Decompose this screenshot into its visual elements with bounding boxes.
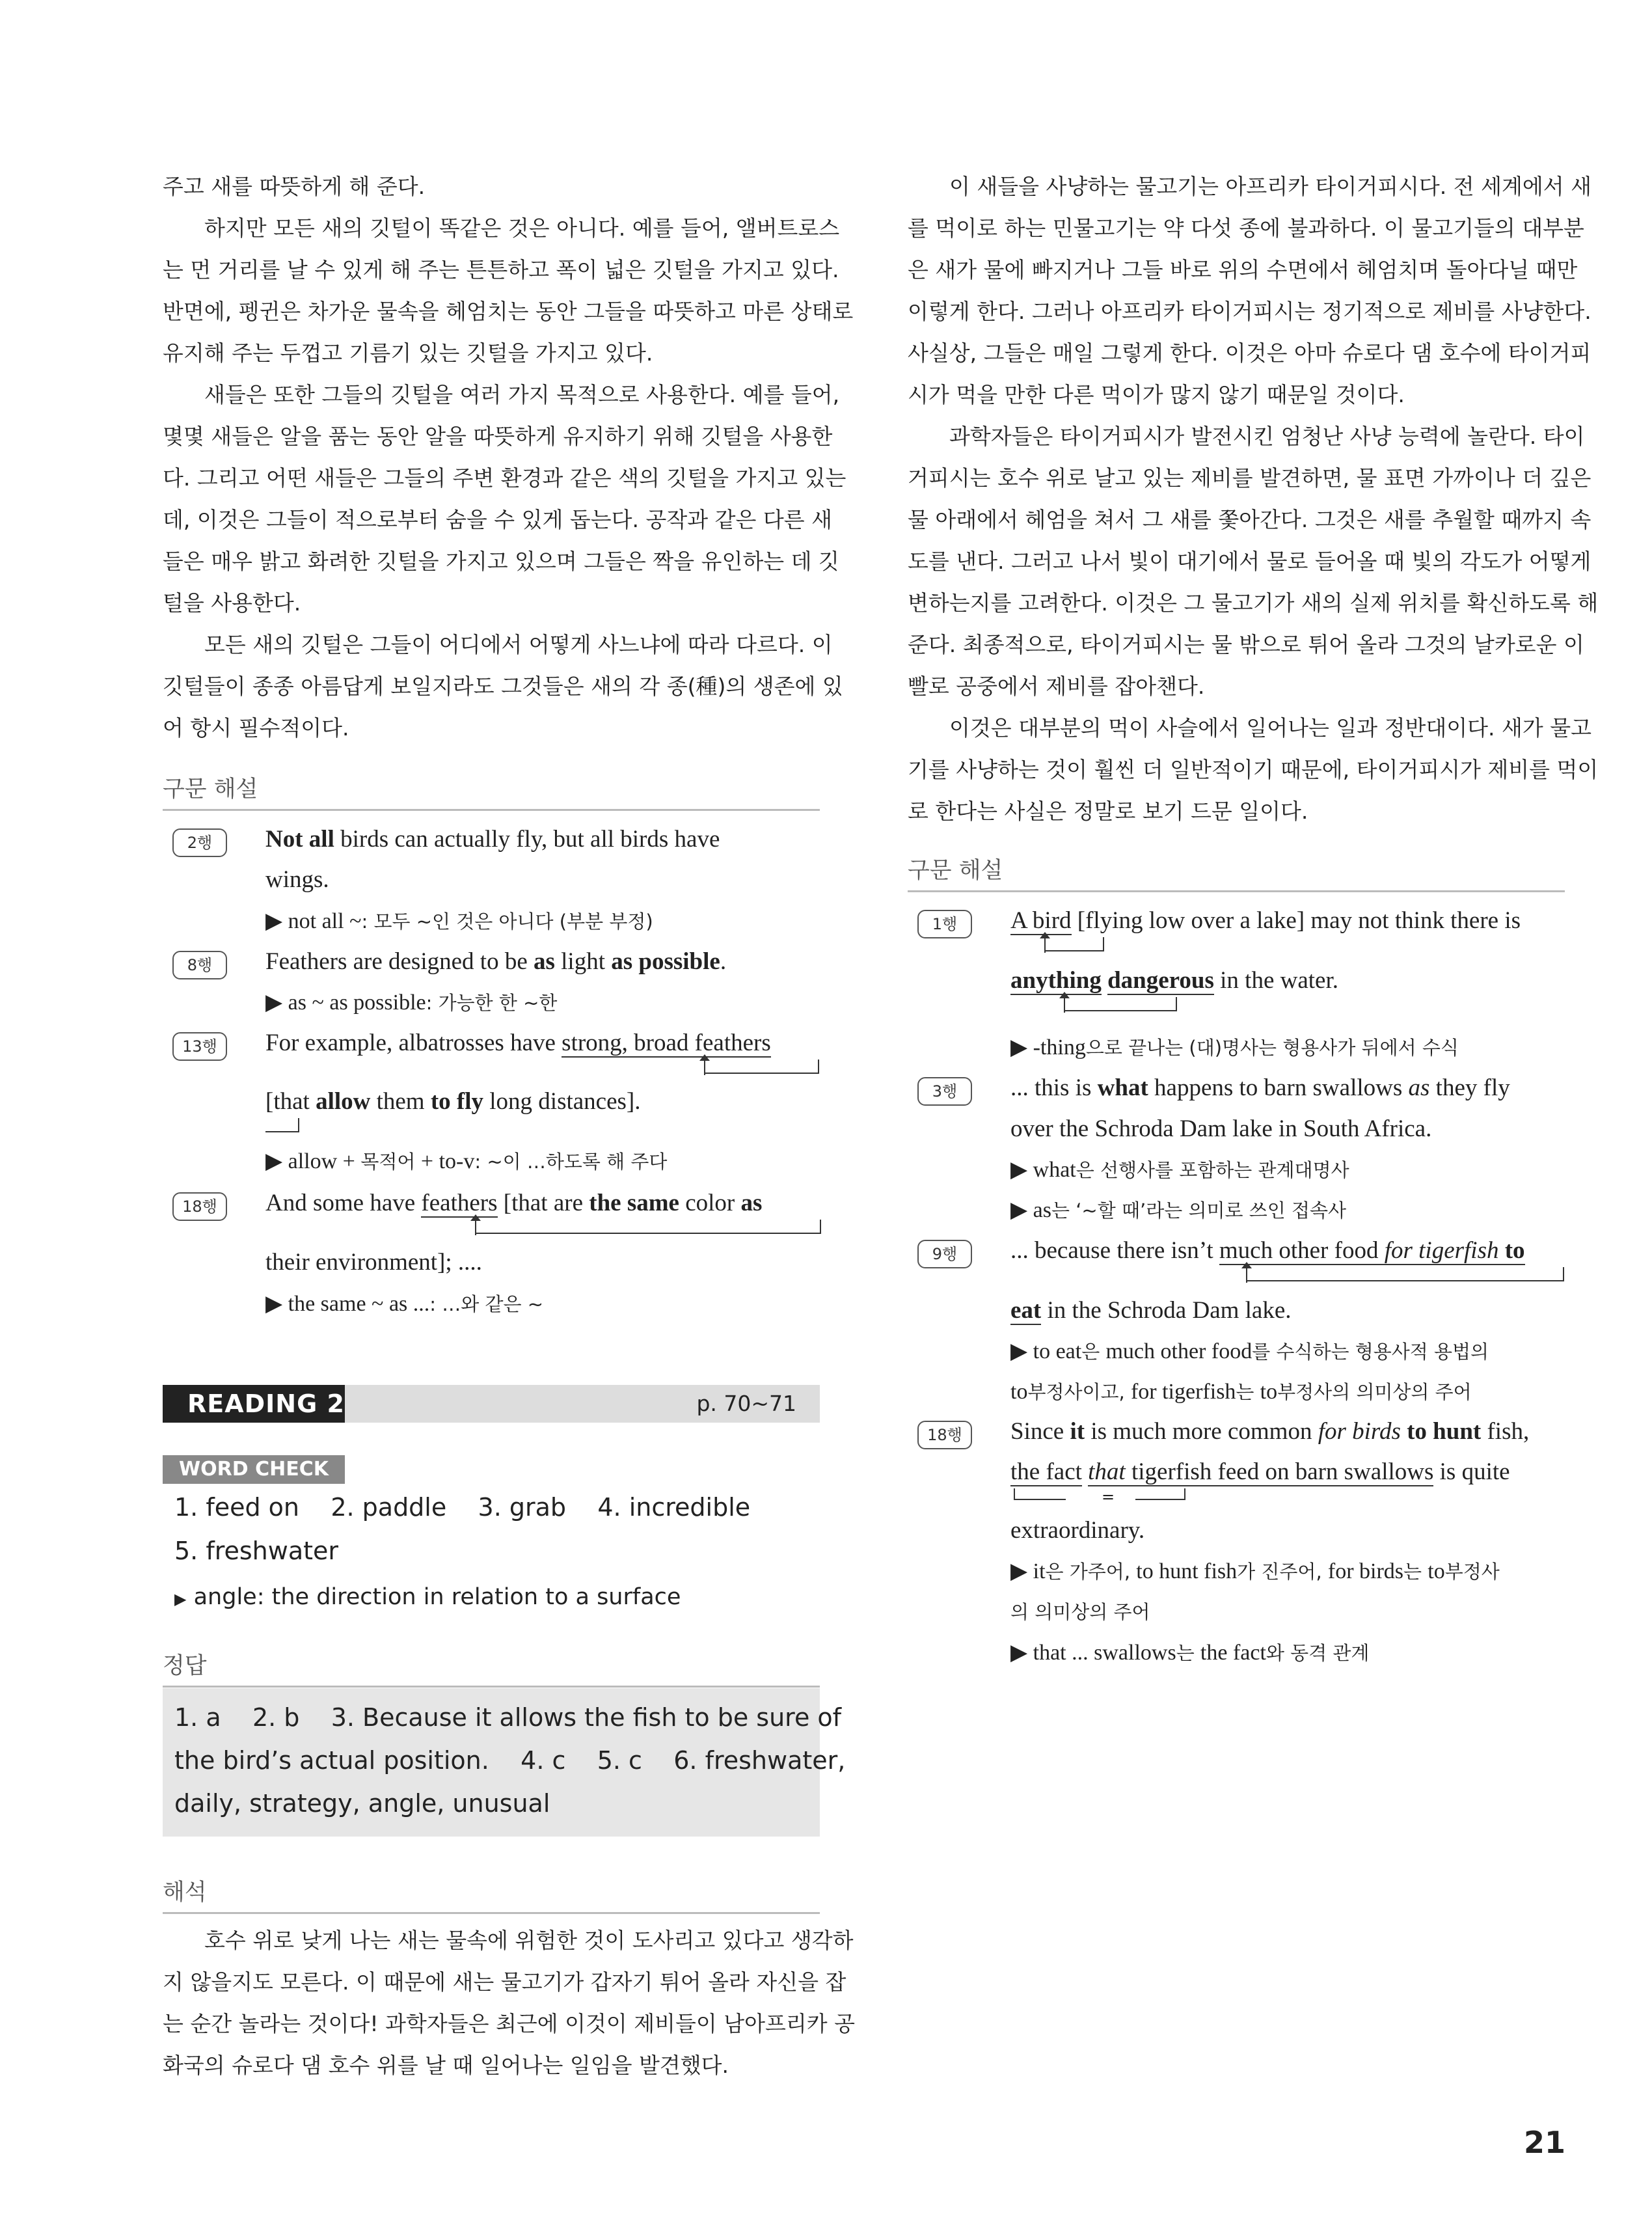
- grammar-note: ▶ as ~ as possible: 가능한 한 ~한: [265, 991, 558, 1015]
- grammar-note: 의 의미상의 주어: [1010, 1601, 1150, 1623]
- arrow-icon: [1044, 937, 1046, 953]
- reading-section-bar: [163, 1385, 820, 1423]
- text-line: 호수 위로 낮게 나는 새는 물속에 위험한 것이 도사리고 있다고 생각하: [204, 1928, 854, 1953]
- arrow-icon: [704, 1060, 705, 1075]
- text-line: 이 새들을 사냥하는 물고기는 아프리카 타이거피시다. 전 세계에서 새: [949, 174, 1591, 199]
- text-line: 이렇게 한다. 그러나 아프리카 타이거피시는 정기적으로 제비를 사냥한다.: [908, 299, 1591, 324]
- text-line: 반면에, 펭귄은 차가운 물속을 헤엄치는 동안 그들을 따뜻하고 마른 상태로: [163, 299, 854, 324]
- line-tag: 1행: [917, 910, 972, 938]
- grammar-note: ▶ what은 선행사를 포함하는 관계대명사: [1010, 1158, 1349, 1182]
- reading-label: READING 2: [163, 1385, 345, 1423]
- example-sentence: their environment]; ....: [265, 1249, 482, 1276]
- modifier-bracket: [704, 1060, 819, 1074]
- text-line: 기를 사냥하는 것이 훨씬 더 일반적이기 때문에, 타이거피시가 제비를 먹이: [908, 757, 1599, 782]
- example-sentence: Not all birds can actually fly, but all birds have: [265, 826, 720, 853]
- translation-paragraph: [163, 1920, 855, 2086]
- apposition-bracket: [1014, 1488, 1066, 1500]
- text-line: 유지해 주는 두껍고 기름기 있는 깃털을 가지고 있다.: [163, 340, 653, 366]
- text-line: 이것은 대부분의 먹이 사슬에서 일어나는 일과 정반대이다. 새가 물고: [949, 715, 1591, 741]
- example-sentence: Feathers are designed to be as light as possible.: [265, 948, 727, 975]
- example-sentence: wings.: [265, 866, 329, 893]
- line-tag: 8행: [172, 951, 227, 979]
- line-tag: 2행: [172, 828, 227, 857]
- text-line: 사실상, 그들은 매일 그렇게 한다. 이것은 아마 슈로다 댐 호수에 타이거피: [908, 340, 1591, 366]
- text-line: 하지만 모든 새의 깃털이 똑같은 것은 아니다. 예를 들어, 앨버트로스: [204, 215, 840, 241]
- example-sentence: [that allow them to fly long distances].: [265, 1088, 641, 1115]
- grammar-note: ▶ the same ~ as ...: …와 같은 ~: [265, 1292, 544, 1316]
- answer-box: [163, 1688, 846, 1837]
- text-line: 들은 매우 밝고 화려한 깃털을 가지고 있으며 그들은 짝을 유인하는 데 깃: [163, 549, 839, 574]
- syntax-heading: 구문 해설: [163, 771, 820, 811]
- example-sentence: over the Schroda Dam lake in South Africa.: [1010, 1115, 1432, 1142]
- grammar-note: ▶ as는 ‘~할 때’라는 의미로 쓰인 접속사: [1010, 1198, 1346, 1222]
- text-line: 빨로 공중에서 제비를 잡아챈다.: [908, 674, 1205, 699]
- line-tag: 3행: [917, 1077, 972, 1106]
- text-line: 물 아래에서 헤엄을 쳐서 그 새를 쫓아간다. 그것은 새를 추월할 때까지 속: [908, 507, 1591, 532]
- syntax-heading: 구문 해설: [908, 853, 1565, 892]
- example-sentence: extraordinary.: [1010, 1517, 1145, 1544]
- grammar-note: ▶ to eat은 much other food를 수식하는 형용사적 용법의: [1010, 1339, 1489, 1363]
- modifier-bracket: [1044, 937, 1104, 951]
- arrow-icon: [475, 1220, 476, 1235]
- text-line: 는 먼 거리를 날 수 있게 해 주는 튼튼하고 폭이 넓은 깃털을 가지고 있다.: [163, 257, 839, 282]
- text-line: 깃털들이 종종 아름답게 보일지라도 그것들은 새의 각 종(種)의 생존에 있: [163, 674, 843, 699]
- line-tag: 13행: [172, 1032, 227, 1061]
- text-line: 변하는지를 고려한다. 이것은 그 물고기가 새의 실제 위치를 확신하도록 해: [908, 590, 1599, 616]
- word-check-answers: 5. freshwater: [174, 1537, 339, 1565]
- example-sentence: And some have feathers [that are the same color as: [265, 1190, 763, 1216]
- example-sentence: eat in the Schroda Dam lake.: [1010, 1297, 1292, 1324]
- example-sentence: ... this is what happens to barn swallows as they fly: [1010, 1074, 1510, 1101]
- text-line: 주고 새를 따뜻하게 해 준다.: [163, 174, 426, 199]
- line-tag: 18행: [917, 1421, 972, 1449]
- answer-line: the bird’s actual position. 4. c 5. c 6. freshwater,: [174, 1746, 846, 1775]
- text-line: 로 한다는 사실은 정말로 보기 드문 일이다.: [908, 799, 1308, 824]
- grammar-note: ▶ that ... swallows는 the fact와 동격 관계: [1010, 1641, 1370, 1665]
- grammar-note: ▶ allow + 목적어 + to-v: ~이 …하도록 해 주다: [265, 1149, 668, 1173]
- word-check-label: WORD CHECK: [163, 1455, 345, 1484]
- text-line: 를 먹이로 하는 민물고기는 약 다섯 종에 불과하다. 이 물고기들의 대부분: [908, 215, 1584, 241]
- line-tag: 9행: [917, 1240, 972, 1268]
- text-line: 시가 먹을 만한 다른 먹이가 많지 않기 때문일 것이다.: [908, 382, 1405, 407]
- text-line: 는 순간 놀라는 것이다! 과학자들은 최근에 이것이 제비들이 남아프리카 공: [163, 2011, 855, 2036]
- example-sentence: ... because there isn’t much other food for tigerfish to: [1010, 1237, 1525, 1264]
- grammar-note: ▶ -thing으로 끝나는 (대)명사는 형용사가 뒤에서 수식: [1010, 1035, 1459, 1060]
- reading-pages: p. 70~71: [696, 1391, 796, 1416]
- text-line: 몇몇 새들은 알을 품는 동안 알을 따뜻하게 유지하기 위해 깃털을 사용한: [163, 424, 833, 449]
- text-line: 털을 사용한다.: [163, 590, 301, 616]
- page-number: 21: [1523, 2125, 1565, 2160]
- example-sentence: the fact that tigerfish feed on barn swallows is quite: [1010, 1458, 1510, 1485]
- example-sentence: Since it is much more common for birds to hunt fish,: [1010, 1418, 1530, 1445]
- text-line: 데, 이것은 그들이 적으로부터 숨을 수 있게 돕는다. 공작과 같은 다른 새: [163, 507, 832, 532]
- grammar-note: ▶ not all ~: 모두 ~인 것은 아니다 (부분 부정): [265, 909, 653, 933]
- answer-line: 1. a 2. b 3. Because it allows the fish to be sure of: [174, 1703, 842, 1732]
- example-sentence: For example, albatrosses have strong, broad feathers: [265, 1030, 771, 1056]
- word-check-definition: ▶ angle: the direction in relation to a surface: [174, 1584, 681, 1610]
- modifier-bracket: [1246, 1267, 1564, 1281]
- arrow-icon: [1064, 997, 1065, 1013]
- modifier-bracket: [1064, 997, 1177, 1011]
- text-line: 과학자들은 타이거피시가 발전시킨 엄청난 사냥 능력에 놀란다. 타이: [949, 424, 1585, 449]
- text-line: 모든 새의 깃털은 그들이 어디에서 어떻게 사느냐에 따라 다르다. 이: [204, 632, 833, 657]
- modifier-bracket: [475, 1220, 821, 1234]
- answer-heading: 정답: [163, 1648, 820, 1688]
- text-line: 다. 그리고 어떤 새들은 그들의 주변 환경과 같은 색의 깃털을 가지고 있는: [163, 465, 846, 491]
- text-line: 새들은 또한 그들의 깃털을 여러 가지 목적으로 사용한다. 예를 들어,: [204, 382, 840, 407]
- answer-line: daily, strategy, angle, unusual: [174, 1789, 550, 1818]
- example-sentence: anything dangerous in the water.: [1010, 967, 1339, 994]
- text-line: 거피시는 호수 위로 날고 있는 제비를 발견하면, 물 표면 가까이나 더 깊은: [908, 465, 1591, 491]
- arrow-icon: [1246, 1267, 1247, 1283]
- text-line: 화국의 슈로다 댐 호수 위를 날 때 일어나는 일임을 발견했다.: [163, 2053, 729, 2078]
- grammar-note: to부정사이고, for tigerfish는 to부정사의 의미상의 주어: [1010, 1380, 1472, 1404]
- example-sentence: A bird [flying low over a lake] may not think there is: [1010, 907, 1521, 934]
- text-line: 도를 낸다. 그러고 나서 빛이 대기에서 물로 들어올 때 빛의 각도가 어떻게: [908, 549, 1591, 574]
- triangle-icon: ▶: [174, 1590, 187, 1608]
- grammar-note: ▶ it은 가주어, to hunt fish가 진주어, for birds는 to부정사: [1010, 1559, 1500, 1583]
- line-tag: 18행: [172, 1192, 227, 1221]
- right-paragraph: [908, 166, 1599, 832]
- text-line: 은 새가 물에 빠지거나 그들 바로 위의 수면에서 헤엄치며 돌아다닐 때만: [908, 257, 1578, 282]
- text-line: 어 항시 필수적이다.: [163, 715, 349, 741]
- equals-sign: =: [1102, 1488, 1115, 1506]
- translation-heading: 해석: [163, 1874, 820, 1914]
- text-line: 준다. 최종적으로, 타이거피시는 물 밖으로 튀어 올라 그것의 날카로운 이: [908, 632, 1584, 657]
- apposition-bracket: [1135, 1488, 1185, 1500]
- modifier-bracket: [265, 1118, 299, 1132]
- text-line: 지 않을지도 모른다. 이 때문에 새는 물고기가 갑자기 튀어 올라 자신을 잡: [163, 1969, 846, 1995]
- word-check-answers: 1. feed on 2. paddle 3. grab 4. incredible: [174, 1493, 751, 1522]
- left-paragraph: [163, 166, 854, 749]
